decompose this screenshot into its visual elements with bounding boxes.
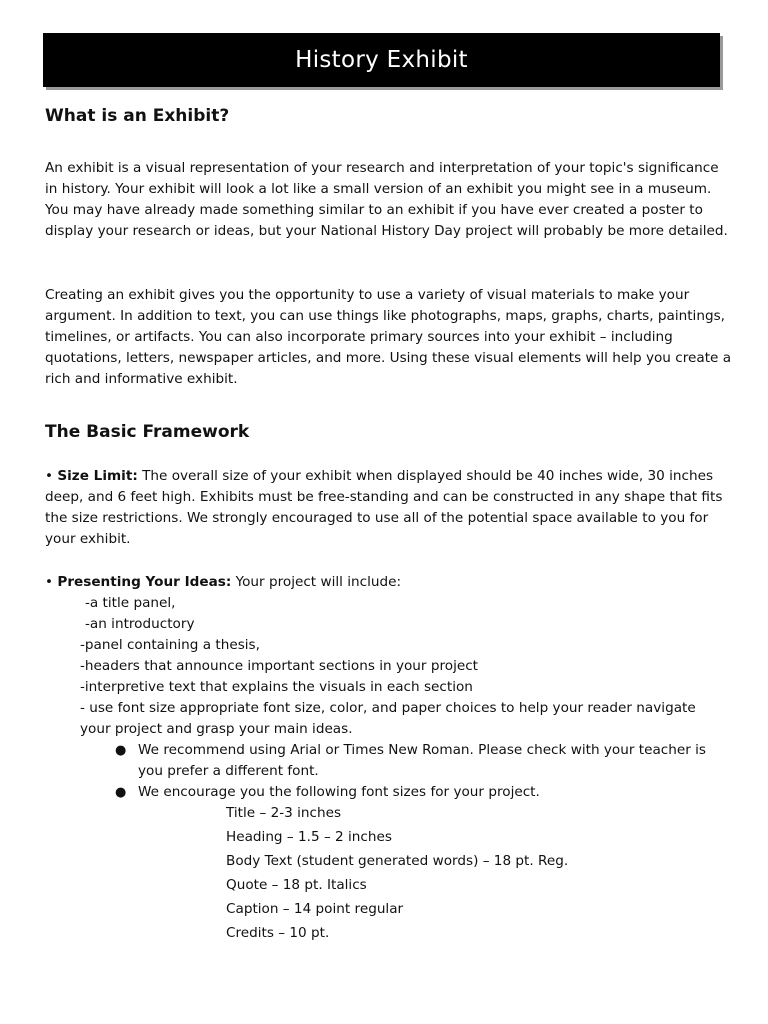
bullet-dot-icon: ●: [115, 785, 127, 800]
sub-bullet-line: We encourage you the following font sizes for your project.: [138, 784, 540, 800]
presenting-ideas-text: Your project will include:: [231, 574, 402, 590]
list-item: your project and grasp your main ideas.: [80, 721, 353, 737]
bullet: •: [45, 574, 54, 590]
sub-bullet-line: you prefer a different font.: [138, 763, 319, 779]
font-size-item: Quote – 18 pt. Italics: [226, 877, 367, 893]
heading-basic-framework: The Basic Framework: [45, 422, 250, 442]
size-limit-text: The overall size of your exhibit when displayed should be 40 inches wide, 30 inches deep, and 6 feet high. Exhibits must be free-standing and can be constructed in any shape that fits the size restrictions. We strongly encouraged to use all of the potential space available to you for your exhibit.: [45, 468, 723, 547]
font-size-item: Caption – 14 point regular: [226, 901, 404, 917]
list-item: - use font size appropriate font size, color, and paper choices to help your reader navigate: [80, 700, 696, 716]
bullet: •: [45, 468, 54, 484]
font-size-item: Title – 2-3 inches: [226, 805, 342, 821]
document-title: History Exhibit: [295, 47, 468, 73]
list-item: -panel containing a thesis,: [80, 637, 260, 653]
bullet-dot-icon: ●: [115, 743, 127, 758]
font-size-item: Credits – 10 pt.: [226, 925, 330, 941]
list-item: -an introductory: [85, 616, 195, 632]
list-item: -headers that announce important sections in your project: [80, 658, 479, 674]
font-size-item: Heading – 1.5 – 2 inches: [226, 829, 392, 845]
title-banner: [43, 33, 720, 87]
font-size-item: Body Text (student generated words) – 18 pt. Reg.: [226, 853, 569, 869]
paragraph-size-limit: [45, 466, 735, 550]
list-item: -interpretive text that explains the visuals in each section: [80, 679, 473, 695]
label-size-limit: Size Limit:: [57, 468, 138, 484]
label-presenting-ideas: Presenting Your Ideas:: [57, 574, 232, 590]
paragraph-exhibit-definition: An exhibit is a visual representation of your research and interpretation of your topic's significance in history. Your exhibit will look a lot like a small version of an exhibit you might see in a museum. You may have already made something similar to an exhibit if you have ever created a poster to display your research or ideas, but your National History Day project will probably be more detailed.: [45, 160, 728, 239]
sub-bullet-line: We recommend using Arial or Times New Roman. Please check with your teacher is: [138, 742, 707, 758]
presenting-ideas-line: [45, 572, 401, 593]
heading-what-is-exhibit: What is an Exhibit?: [45, 106, 230, 126]
list-item: -a title panel,: [85, 595, 176, 611]
paragraph-exhibit-materials: Creating an exhibit gives you the opportunity to use a variety of visual materials to make your argument. In addition to text, you can use things like photographs, maps, graphs, charts, paintings, timelines, or artifacts. You can also incorporate primary sources into your exhibit – including quotations, letters, newspaper articles, and more. Using these visual elements will help you create a rich and informative exhibit.: [45, 287, 732, 387]
